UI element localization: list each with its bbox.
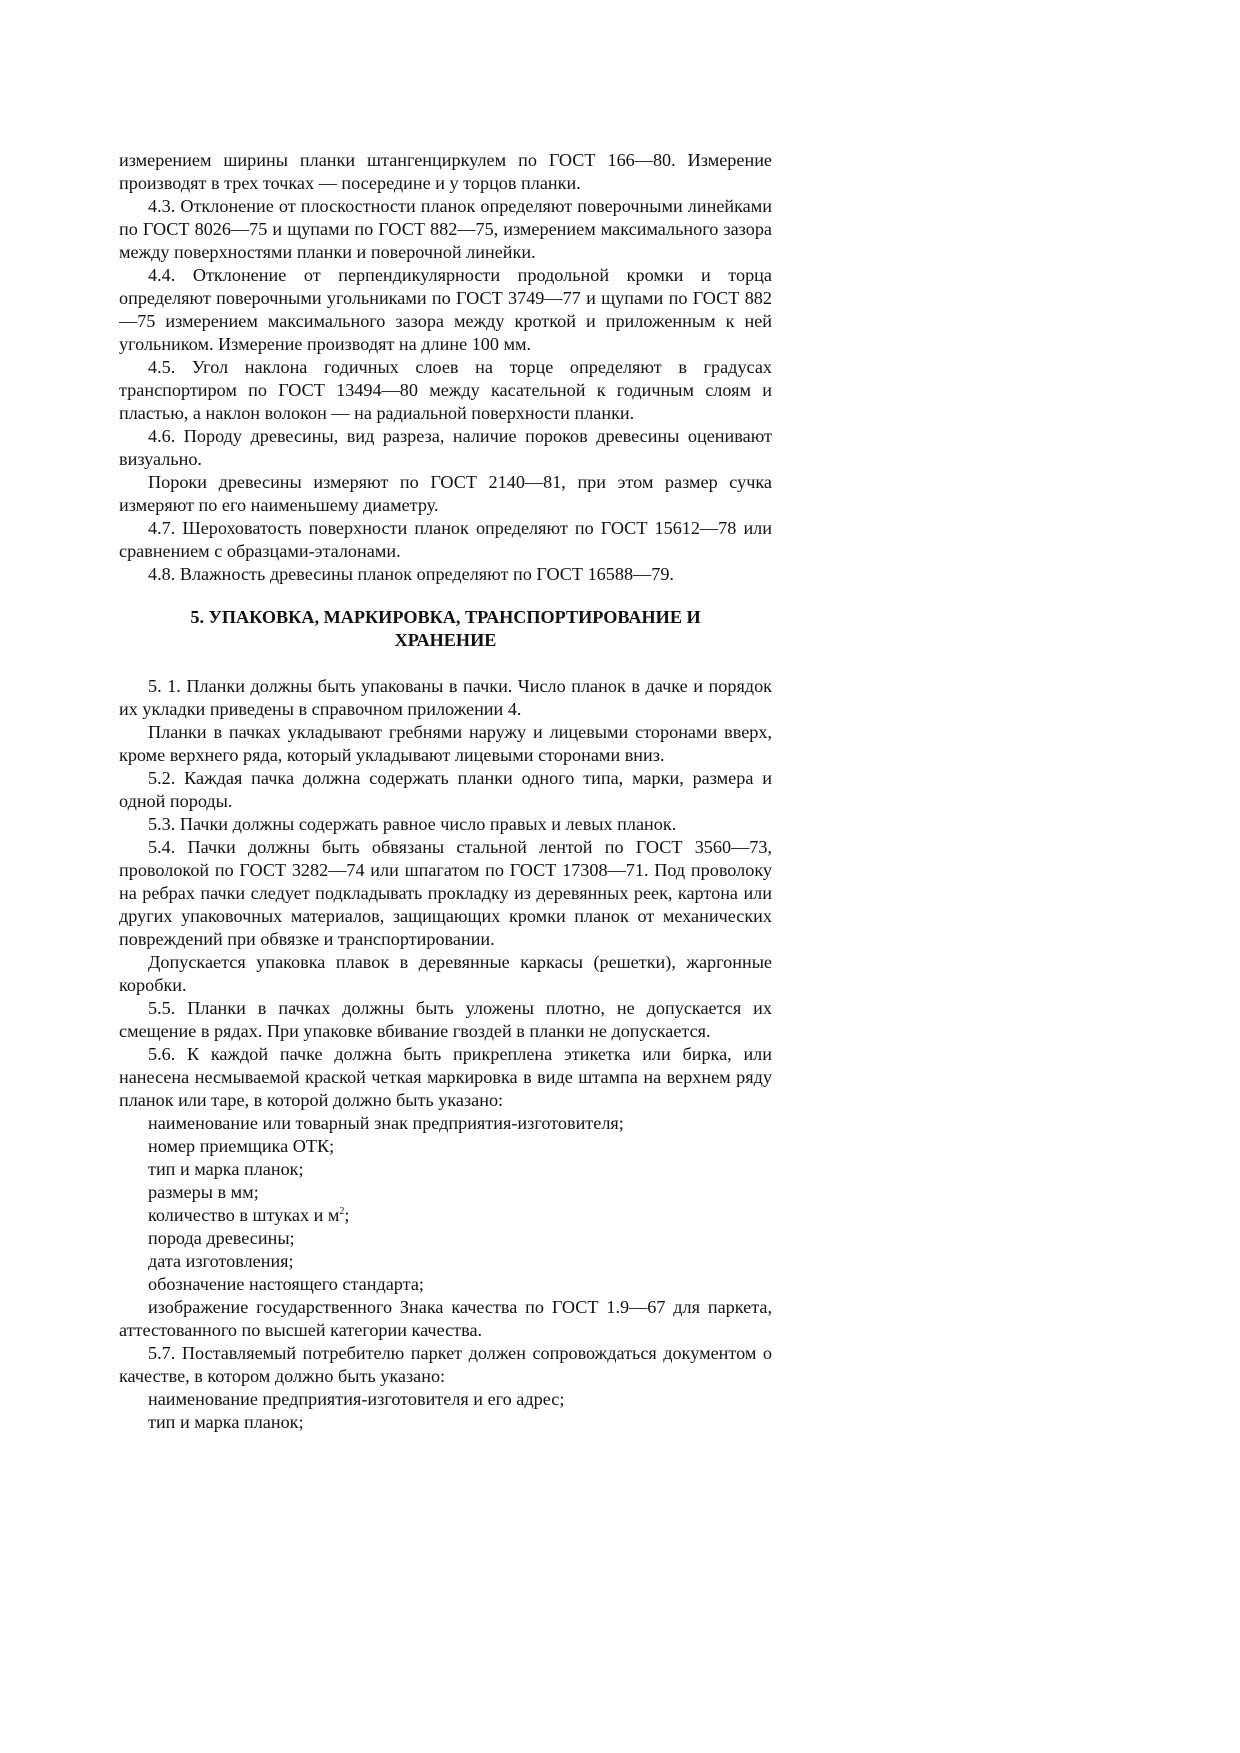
list-item: наименование предприятия-изготовителя и его адрес; [148, 1389, 565, 1409]
list-item-quantity [119, 1204, 772, 1227]
list-item: тип и марка планок; [148, 1412, 304, 1432]
list-item: тип и марка планок; [148, 1159, 304, 1179]
list-item: дата изготовления; [148, 1251, 294, 1271]
list-item: размеры в мм; [148, 1182, 259, 1202]
paragraph-4-7: 4.7. Шероховатость поверхности планок определяют по ГОСТ 15612—78 или сравнением с образцами-эталонами. [119, 518, 772, 561]
paragraph-5-4: 5.4. Пачки должны быть обвязаны стальной лентой по ГОСТ 3560—73, проволокой по ГОСТ 3282—74 или шпагатом по ГОСТ 17308—71. Под проволоку на ребрах пачки следует подкладывать прокладку из деревянных реек, картона или других упаковочных материалов, защищающих кромки планок от механических повреждений при обвязке и транспортировании. [119, 837, 772, 949]
paragraph-5-1-stacking: Планки в пачках укладывают гребнями наружу и лицевыми сторонами вверх, кроме верхнего ряда, который укладывают лицевыми сторонами вниз. [119, 722, 772, 765]
paragraph-5-7: 5.7. Поставляемый потребителю паркет должен сопровождаться документом о качестве, в котором должно быть указано: [119, 1343, 772, 1386]
paragraph-4-2-tail: измерением ширины планки штангенциркулем по ГОСТ 166—80. Измерение производят в трех точках — посередине и у торцов планки. [119, 150, 772, 193]
quantity-text: количество в штуках и м [148, 1205, 340, 1225]
list-item: наименование или товарный знак предприятия-изготовителя; [148, 1113, 624, 1133]
paragraph-4-4: 4.4. Отклонение от перпендикулярности продольной кромки и торца определяют поверочными угольниками по ГОСТ 3749—77 и щупами по ГОСТ 882—75 измерением максимального зазора между кроткой и приложенным к ней угольником. Измерение производят на длине 100 мм. [119, 265, 772, 354]
quantity-end: ; [344, 1205, 350, 1225]
paragraph-4-5: 4.5. Угол наклона годичных слоев на торце определяют в градусах транспортиром по ГОСТ 13494—80 между касательной к годичным слоям и пластью, а наклон волокон — на радиальной поверхности планки. [119, 357, 772, 423]
section-5-heading: 5. УПАКОВКА, МАРКИРОВКА, ТРАНСПОРТИРОВАНИЕ И ХРАНЕНИЕ [190, 607, 701, 650]
paragraph-4-6-defects: Пороки древесины измеряют по ГОСТ 2140—81, при этом размер сучка измеряют по его наименьшему диаметру. [119, 472, 772, 515]
paragraph-4-8: 4.8. Влажность древесины планок определяют по ГОСТ 16588—79. [148, 564, 674, 584]
paragraph-4-3: 4.3. Отклонение от плоскостности планок определяют поверочными линейками по ГОСТ 8026—75 и щупами по ГОСТ 882—75, измерением максимального зазора между поверхностями планки и поверочной линейки. [119, 196, 772, 262]
paragraph-5-6: 5.6. К каждой пачке должна быть прикреплена этикетка или бирка, или нанесена несмываемой краской четкая маркировка в виде штампа на верхнем ряду планок или таре, в которой должно быть указано: [119, 1044, 772, 1110]
paragraph-5-1: 5. 1. Планки должны быть упакованы в пачки. Число планок в дачке и порядок их укладки приведены в справочном приложении 4. [119, 676, 772, 719]
document-page [119, 149, 772, 1434]
list-item: номер приемщика ОТК; [148, 1136, 335, 1156]
list-item: порода древесины; [148, 1228, 295, 1248]
paragraph-5-3: 5.3. Пачки должны содержать равное число правых и левых планок. [148, 814, 677, 834]
quantity-superscript: 2 [339, 1206, 345, 1217]
paragraph-5-5: 5.5. Планки в пачках должны быть уложены плотно, не допускается их смещение в рядах. При упаковке вбивание гвоздей в планки не допускается. [119, 998, 772, 1041]
list-item: обозначение настоящего стандарта; [148, 1274, 424, 1294]
paragraph-4-6: 4.6. Породу древесины, вид разреза, наличие пороков древесины оценивают визуально. [119, 426, 772, 469]
paragraph-5-6-quality-mark: изображение государственного Знака качества по ГОСТ 1.9—67 для паркета, аттестованного по высшей категории качества. [119, 1297, 772, 1340]
paragraph-5-2: 5.2. Каждая пачка должна содержать планки одного типа, марки, размера и одной породы. [119, 768, 772, 811]
paragraph-5-4-allowed: Допускается упаковка плавок в деревянные каркасы (решетки), жаргонные коробки. [119, 952, 772, 995]
